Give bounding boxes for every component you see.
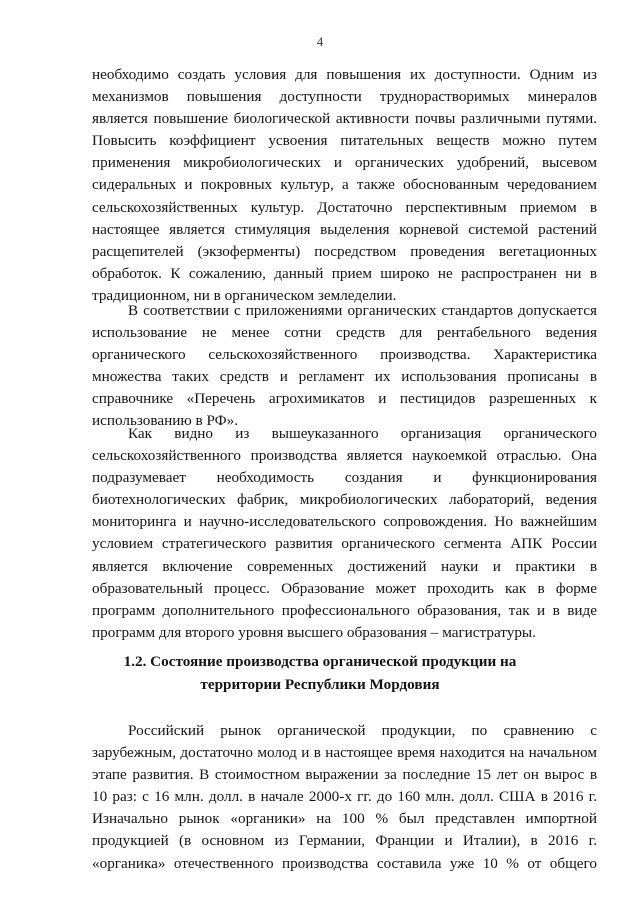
paragraph-line: продукцией (в основном из Германии, Франции и Италии), в 2016 г. (92, 832, 597, 850)
section-heading-line: 1.2. Состояние производства органической продукции на (123, 653, 517, 670)
paragraph-line: биотехнологических фабрик, микробиологических лабораторий, ведения (92, 491, 597, 509)
paragraph-line: программ дополнительного профессионального образования, так и в виде (92, 601, 597, 619)
paragraph-line: «органика» отечественного производства составила уже 10 % от общего (92, 854, 597, 872)
paragraph-line: Как видно из вышеуказанного организация органического (128, 425, 597, 442)
paragraph-line: программ для второго уровня высшего образования – магистратуры. (92, 623, 536, 641)
section-heading-line: территории Республики Мордовия (200, 675, 440, 693)
paragraph-line: сельскохозяйственного производства является наукоемкой отраслью. Она (92, 447, 597, 465)
paragraph-line: применения микробиологических и органических удобрений, высевом (92, 154, 597, 172)
paragraph-line: подразумевает необходимость создания и функционирования (92, 469, 597, 487)
paragraph-line: обработок. К сожалению, данный прием широко не распространен ни в (92, 264, 597, 282)
paragraph-line: является включение современных достижений науки и практики в (92, 557, 597, 575)
paragraph-line: необходимо создать условия для повышения их доступности. Одним из (92, 66, 597, 83)
paragraph-line: этапе развития. В стоимостном выражении за последние 15 лет он вырос в (92, 766, 597, 784)
paragraph-line: В соответствии с приложениями органических стандартов допускается (128, 302, 597, 319)
paragraph-line: сидеральных и покровных культур, а также обоснованным чередованием (92, 176, 597, 194)
paragraph-line: справочнике «Перечень агрохимикатов и пестицидов разрешенных к (92, 390, 597, 408)
paragraph-line: условием стратегического развития органического сегмента АПК России (92, 535, 597, 553)
paragraph-line: сельскохозяйственных культур. Достаточно перспективным приемом в (92, 198, 597, 216)
paragraph-4 (92, 720, 597, 875)
paragraph-line: органического сельскохозяйственного производства. Характеристика (92, 346, 597, 364)
paragraph-line: 10 раз: с 16 млн. долл. в начале 2000-х гг. до 160 млн. долл. США в 2016 г. (92, 788, 597, 806)
paragraph-line: механизмов повышения доступности труднорастворимых минералов (92, 88, 597, 106)
paragraph-line: использованию в РФ». (92, 412, 239, 430)
paragraph-line: образовательный процесс. Образование может проходить как в форме (92, 579, 597, 597)
paragraph-line: расщепителей (экзоферменты) посредством проведения вегетационных (92, 242, 597, 260)
paragraph-line: настоящее является стимуляция выделения корневой системой растений (92, 220, 597, 238)
paragraph-line: множества таких средств и регламент их использования прописаны в (92, 368, 597, 386)
section-heading (0, 651, 640, 696)
paragraph-line: зарубежным, достаточно молод и в настоящее время находится на начальном (92, 744, 597, 762)
page-number: 4 (316, 34, 324, 49)
paragraph-line: является повышение биологической активности почвы различными путями. (92, 110, 597, 128)
paragraph-line: использование не менее сотни средств для рентабельного ведения (92, 324, 597, 342)
paragraph-line: традиционном, ни в органическом земледелии. (92, 286, 397, 304)
paragraph-line: Повысить коэффициент усвоения питательных веществ можно путем (92, 132, 597, 150)
paragraph-line: Российский рынок органической продукции, по сравнению с (128, 722, 597, 739)
paragraph-3 (92, 423, 597, 644)
paragraph-line: мониторинга и научно-исследовательского сопровождения. Но важнейшим (92, 513, 597, 531)
paragraph-1 (92, 64, 597, 307)
paragraph-2 (92, 300, 597, 433)
paragraph-line: Изначально рынок «органики» на 100 % был представлен импортной (92, 810, 597, 828)
